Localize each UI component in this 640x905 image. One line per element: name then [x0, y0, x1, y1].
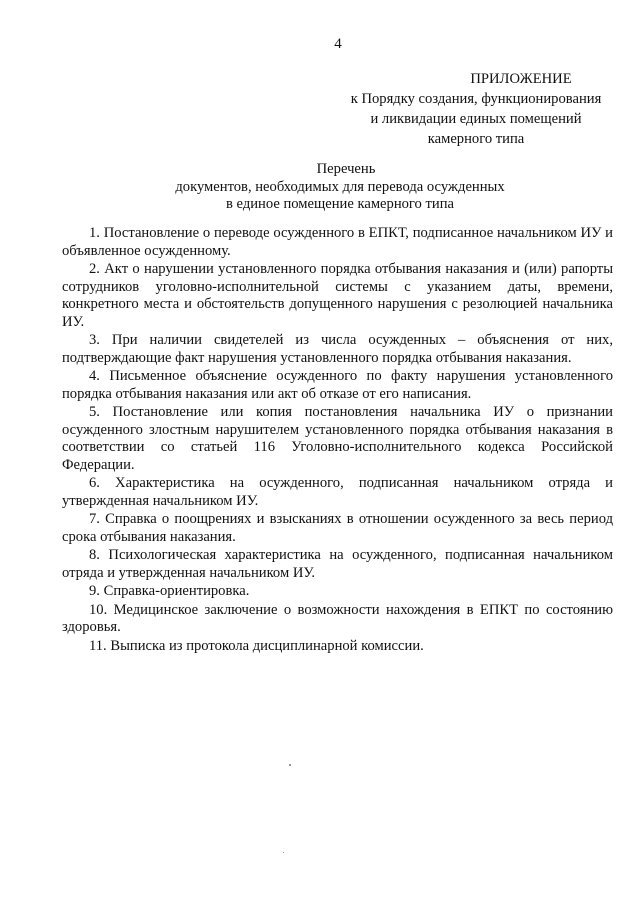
list-title-line-2: документов, необходимых для перевода осужденных — [175, 178, 505, 195]
scan-speck — [289, 764, 291, 766]
list-item: 7. Справка о поощрениях и взысканиях в отношении осужденного за весь период срока отбывания наказания. — [62, 511, 613, 545]
list-item: 11. Выписка из протокола дисциплинарной комиссии. — [89, 637, 424, 654]
list-item: 6. Характеристика на осужденного, подписанная начальником отряда и утвержденная начальником ИУ. — [62, 475, 613, 509]
appendix-line-3: камерного типа — [427, 131, 525, 147]
documents-list — [62, 225, 613, 656]
list-item: 1. Постановление о переводе осужденного в ЕПКТ, подписанное начальником ИУ и объявленное осужденному. — [62, 225, 613, 259]
appendix-header — [340, 69, 612, 149]
list-title-line-3: в единое помещение камерного типа — [226, 196, 454, 212]
list-title-line-1: Перечень — [316, 161, 376, 177]
list-item: 3. При наличии свидетелей из числа осужденных – объяснения от них, подтверждающие факт нарушения установленного порядка отбывания наказания. — [62, 332, 613, 366]
list-title — [60, 161, 620, 214]
list-item: 9. Справка-ориентировка. — [89, 583, 250, 599]
list-item: 2. Акт о нарушении установленного порядка отбывания наказания и (или) рапорты сотрудников уголовно-исполнительной системы с указанием даты, времени, конкретного места и обстоятельств допущенного нарушения с резолюцией начальника ИУ. — [62, 261, 613, 330]
appendix-line-1: к Порядку создания, функционирования — [350, 91, 602, 107]
page-number: 4 — [334, 36, 342, 52]
list-item: 4. Письменное объяснение осужденного по факту нарушения установленного порядка отбывания наказания или акт об отказе от его написания. — [62, 368, 613, 402]
scan-speck — [283, 852, 284, 853]
list-item: 5. Постановление или копия постановления начальника ИУ о признании осужденного злостным нарушителем установленного порядка отбывания наказания в соответствии со статьей 116 Уголовно-исполнительного кодекса Российской Федерации. — [62, 404, 613, 473]
appendix-line-2: и ликвидации единых помещений — [370, 111, 582, 127]
list-item: 8. Психологическая характеристика на осужденного, подписанная начальником отряда и утвержденная начальником ИУ. — [62, 547, 613, 581]
list-item: 10. Медицинское заключение о возможности нахождения в ЕПКТ по состоянию здоровья. — [62, 601, 613, 635]
appendix-title: ПРИЛОЖЕНИЕ — [470, 71, 572, 87]
